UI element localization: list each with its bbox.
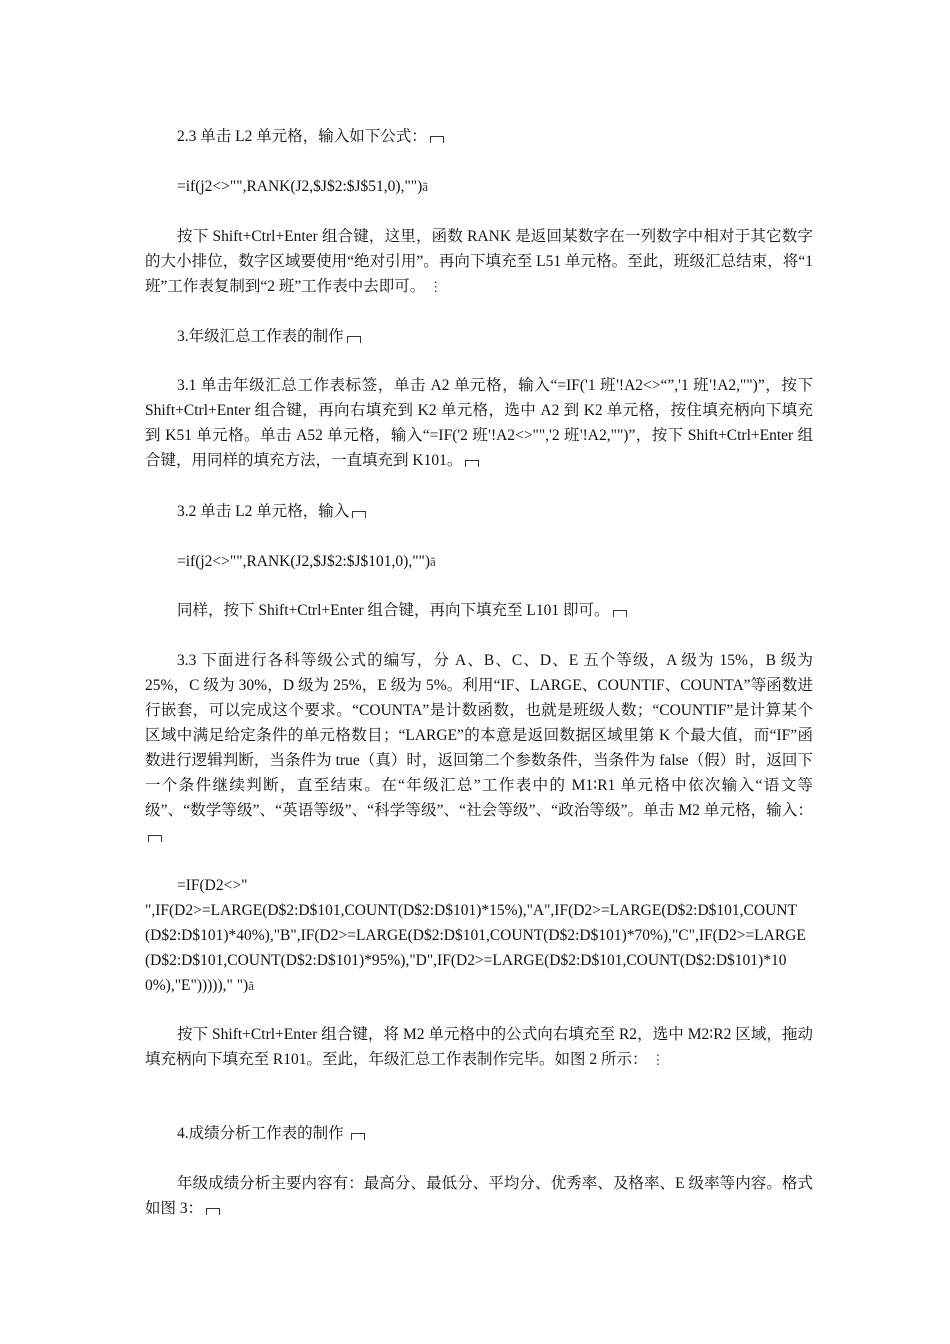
paragraph-analysis-contents: 年级成绩分析主要内容有：最高分、最低分、平均分、优秀率、及格率、E 级率等内容。格式如图 3： xyxy=(145,1175,813,1217)
formula-line-start: =IF(D2<>" xyxy=(177,877,248,894)
paragraph-mark-icon xyxy=(352,511,366,518)
paragraph-mark-icon xyxy=(206,1208,220,1215)
paragraph-3-1: 3.1 单击年级汇总工作表标签，单击 A2 单元格，输入“=IF('1 班'!A2<>“”,'1 班'!A2,"")”，按下 Shift+Ctrl+Enter 组合键，再向右填充到 K2 单元格，选中 A2 到 K2 单元格，按住填充柄向下填充到 K51 单元格。单击 A52 单元格，输入“=IF('2 班'!A2<>"",'2 班'!A2,"")”，按下 Shift+Ctrl+Enter 组合键，用同样的填充方法，一直填充到 K101。 xyxy=(145,377,813,469)
paragraph-mark-icon xyxy=(347,336,361,343)
formula-rank-l2: =if(j2<>"",RANK(J2,$J$2:$J$51,0),"")ã xyxy=(177,178,429,195)
formula-rank-l101: =if(j2<>"",RANK(J2,$J$2:$J$101,0),"")ã xyxy=(177,553,436,570)
paragraph-3-3: 3.3 下面进行各科等级公式的编写，分 A、B、C、D、E 五个等级，A 级为 15%，B 级为 25%，C 级为 30%，D 级为 25%，E 级为 5%。利用“IF、LARGE、COUNTIF、COUNTA”等函数进行嵌套，可以完成这个要求。“COUNTA”是计数函数，也就是班级人数；“COUNTIF”是计算某个区域中满足给定条件的单元格数目；“LARGE”的本意是返回数据区域里第 K 个最大值，而“IF”函数进行逻辑判断，当条件为 true（真）时，返回第二个参数条件，当条件为 false（假）时，返回下一个条件继续判断，直至结束。在“年级汇总”工作表中的 M1∶R1 单元格中依次输入“语文等级”、“数学等级”、“英语等级”、“科学等级”、“社会等级”、“政治等级”。单击 M2 单元格，输入： xyxy=(145,648,813,848)
paragraph-mark-icon xyxy=(351,1133,365,1140)
paragraph-same-fill: 同样，按下 Shift+Ctrl+Enter 组合键，再向下填充至 L101 即可。 xyxy=(145,598,813,623)
paragraph-mark-icon xyxy=(430,136,444,143)
paragraph-mark-icon xyxy=(148,835,162,842)
paragraph-fill-m2-r2: 按下 Shift+Ctrl+Enter 组合键，将 M2 单元格中的公式向右填充至 R2，选中 M2∶R2 区域，拖动填充柄向下填充至 R101。至此，年级汇总工作表制作完毕。如图 2 所示： ⋮ xyxy=(145,1026,813,1068)
formula-body: ",IF(D2>=LARGE(D$2:D$101,COUNT(D$2:D$101)*15%),"A",IF(D2>=LARGE(D$2:D$101,COUNT(D$2:D$101)*40%),"B",IF(D2>=LARGE(D$2:D$101,COUNT(D$2:D$101)*70%),"C",IF(D2>=LARGE(D$2:D$101,COUNT(D$2:D$101)*95%),"D",IF(D2>=LARGE(D$2:D$101,COUNT(D$2:D$101)*100%),"E")))))," ")ã xyxy=(145,902,806,994)
paragraph-mark-icon xyxy=(613,610,627,617)
heading-section-3: 3.年级汇总工作表的制作 xyxy=(145,324,813,349)
paragraph-mark-icon xyxy=(465,460,479,467)
paragraph-rank-explanation: 按下 Shift+Ctrl+Enter 组合键，这里，函数 RANK 是返回某数字在一列数字中相对于其它数字的大小排位，数字区域要使用“绝对引用”。再向下填充至 L51 单元格。至此，班级汇总结束，将“1 班”工作表复制到“2 班”工作表中去即可。 ⋮ xyxy=(145,228,813,295)
heading-section-4: 4.成绩分析工作表的制作 xyxy=(145,1121,813,1146)
paragraph-2-3: 2.3 单击 L2 单元格，输入如下公式： xyxy=(145,124,813,149)
formula-grade-levels xyxy=(145,873,813,998)
paragraph-3-2: 3.2 单击 L2 单元格，输入 xyxy=(145,499,813,524)
